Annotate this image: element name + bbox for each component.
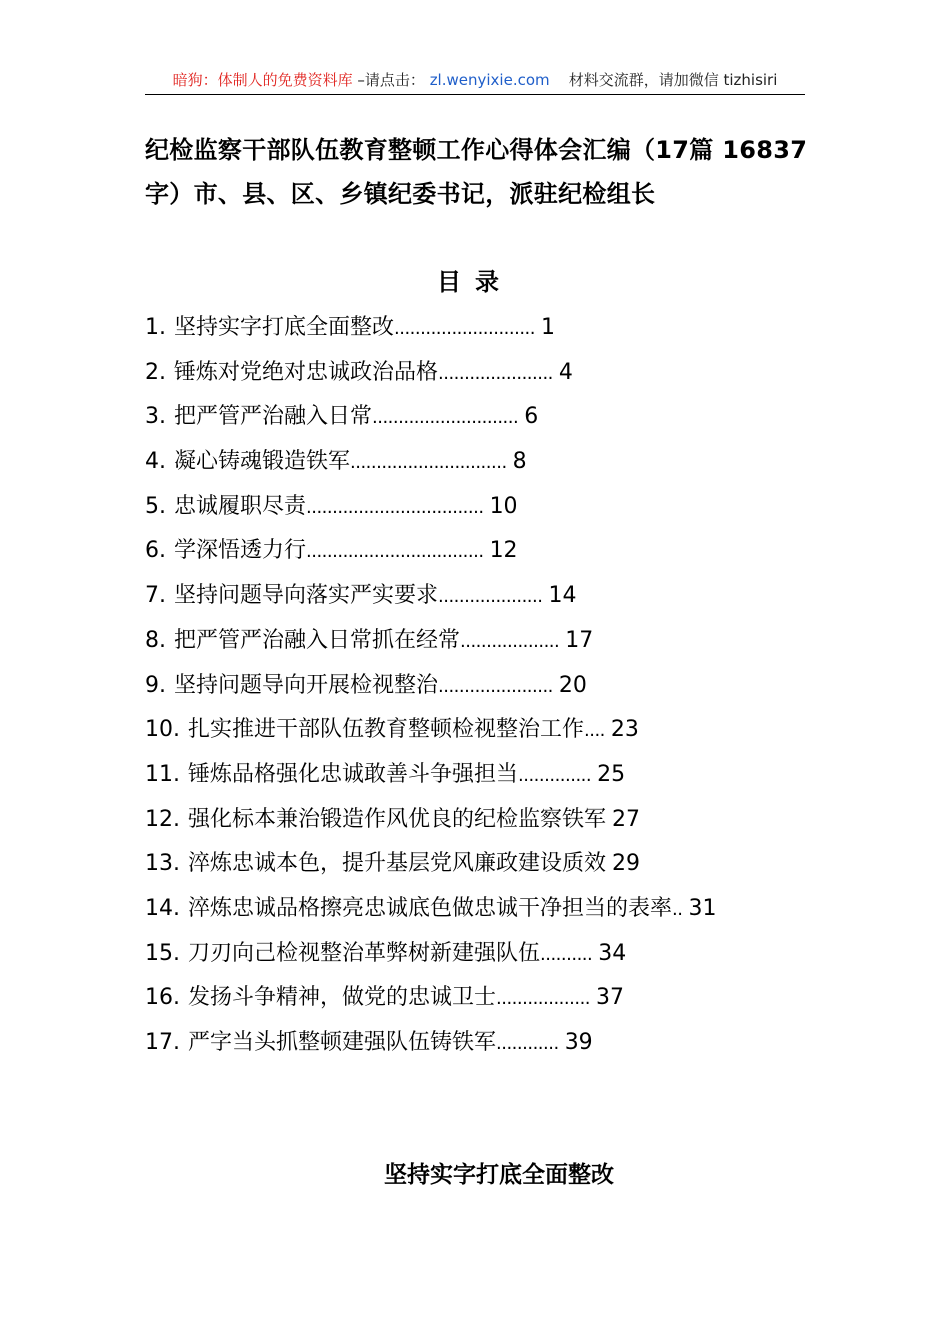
toc-item-number: 9. xyxy=(145,672,166,698)
toc-item[interactable] xyxy=(145,753,815,798)
toc-item-title: 刀刃向己检视整治革弊树新建强队伍 xyxy=(188,940,541,966)
toc-item[interactable] xyxy=(145,1021,815,1066)
toc-item[interactable] xyxy=(145,619,815,664)
header-site-name: 暗狗：体制人的免费资料库 xyxy=(172,71,353,89)
toc-item[interactable] xyxy=(145,798,815,843)
toc-item-number: 8. xyxy=(145,627,166,653)
page-header xyxy=(145,68,805,95)
toc-item-title: 忠诚履职尽责 xyxy=(174,493,307,519)
toc-item-title: 坚持问题导向落实严实要求 xyxy=(174,583,439,609)
toc-item-page: 34 xyxy=(598,940,627,966)
toc-item-number: 1. xyxy=(145,315,166,340)
toc-item-page: 23 xyxy=(610,717,639,743)
toc-item-leader-dots: ............ xyxy=(496,1033,559,1054)
toc-item-number: 7. xyxy=(145,583,166,609)
toc-item-title: 发扬斗争精神，做党的忠诚卫士 xyxy=(188,985,497,1011)
toc-item[interactable] xyxy=(145,395,815,440)
toc-item[interactable] xyxy=(145,976,815,1021)
toc-item-page: 14 xyxy=(548,583,577,609)
toc-item-leader-dots: ...................... xyxy=(438,362,553,384)
header-click-prompt: –请点击： xyxy=(357,71,425,89)
toc-item-leader-dots: .............................. xyxy=(350,452,507,474)
toc-item-page: 25 xyxy=(597,761,626,787)
toc-item-page: 8 xyxy=(512,449,527,475)
toc-item-leader-dots: .......... xyxy=(540,943,593,965)
toc-item[interactable] xyxy=(145,887,815,932)
toc-item-number: 14. xyxy=(145,895,180,921)
toc-item-number: 2. xyxy=(145,359,166,385)
toc-item-page: 12 xyxy=(489,538,518,564)
toc-item-page: 17 xyxy=(565,627,594,653)
section-title: 坚持实字打底全面整改 xyxy=(384,1162,614,1188)
toc-item-number: 15. xyxy=(145,940,180,966)
toc-item-page: 37 xyxy=(596,985,625,1011)
toc-item[interactable] xyxy=(145,485,815,530)
toc-item-title: 扎实推进干部队伍教育整顿检视整治工作 xyxy=(188,717,585,743)
toc-item[interactable] xyxy=(145,664,815,709)
toc-item-title: 淬炼忠诚品格擦亮忠诚底色做忠诚干净担当的表率 xyxy=(188,895,673,921)
toc-item-leader-dots: .... xyxy=(584,720,605,742)
toc-item-number: 17. xyxy=(145,1030,180,1055)
toc-item-number: 13. xyxy=(145,851,180,877)
toc-item-title: 坚持实字打底全面整改 xyxy=(174,315,395,340)
toc-item-leader-dots: .................................. xyxy=(306,496,484,518)
toc-item-number: 11. xyxy=(145,761,180,787)
toc-item-page: 20 xyxy=(558,672,587,698)
document-title: 纪检监察干部队伍教育整顿工作心得体会汇编（17篇 16837字）市、县、区、乡镇纪委书记，派驻纪检组长 xyxy=(145,136,808,208)
toc-item-title: 学深悟透力行 xyxy=(174,538,307,564)
toc-item-number: 10. xyxy=(145,717,180,743)
toc-item-leader-dots: .............. xyxy=(518,764,592,786)
toc-item-leader-dots: .................. xyxy=(496,988,591,1010)
header-wechat-note: 材料交流群，请加微信 tizhisiri xyxy=(568,71,778,89)
toc-item-leader-dots: .................... xyxy=(438,586,543,608)
toc-item-leader-dots: ........................... xyxy=(394,318,536,339)
toc-item-page: 10 xyxy=(489,493,518,519)
toc-item-page: 6 xyxy=(524,404,539,430)
toc-item-number: 5. xyxy=(145,493,166,519)
toc-item[interactable] xyxy=(145,708,815,753)
toc-item-title: 严字当头抓整顿建强队伍铸铁军 xyxy=(188,1030,497,1055)
toc-item-page: 31 xyxy=(688,895,717,921)
toc-item-title: 强化标本兼治锻造作风优良的纪检监察铁军 xyxy=(188,806,607,832)
toc-item[interactable] xyxy=(145,574,815,619)
toc-item[interactable] xyxy=(145,842,815,887)
toc-item-page: 29 xyxy=(612,851,641,877)
toc-item[interactable] xyxy=(145,932,815,977)
toc-item-title: 坚持问题导向开展检视整治 xyxy=(174,672,439,698)
table-of-contents xyxy=(145,306,815,1066)
toc-item[interactable] xyxy=(145,440,815,485)
toc-item-number: 4. xyxy=(145,449,166,475)
toc-item-title: 凝心铸魂锻造铁军 xyxy=(174,449,351,475)
toc-item-leader-dots: ............................ xyxy=(372,407,519,429)
toc-item-title: 锤炼对党绝对忠诚政治品格 xyxy=(174,359,439,385)
toc-item-page: 39 xyxy=(564,1030,593,1055)
toc-item-title: 锤炼品格强化忠诚敢善斗争强担当 xyxy=(188,761,519,787)
toc-heading: 目录 xyxy=(437,268,513,296)
toc-item[interactable] xyxy=(145,529,815,574)
header-url-link[interactable]: zl.wenyixie.com xyxy=(429,71,550,89)
toc-item-number: 12. xyxy=(145,806,180,832)
toc-item-title: 把严管严治融入日常抓在经常 xyxy=(174,627,461,653)
toc-item-number: 16. xyxy=(145,985,180,1011)
toc-item-leader-dots: ................... xyxy=(460,630,560,652)
toc-item[interactable] xyxy=(145,306,815,351)
toc-item-leader-dots: .. xyxy=(672,898,683,920)
toc-item-page: 27 xyxy=(612,806,641,832)
toc-item-title: 把严管严治融入日常 xyxy=(174,404,373,430)
toc-item-number: 3. xyxy=(145,404,166,430)
toc-item-page: 4 xyxy=(558,359,573,385)
toc-item-number: 6. xyxy=(145,538,166,564)
toc-item[interactable] xyxy=(145,351,815,396)
toc-item-page: 1 xyxy=(541,315,556,340)
toc-item-title: 淬炼忠诚本色，提升基层党风廉政建设质效 xyxy=(188,851,607,877)
toc-item-leader-dots: ...................... xyxy=(438,675,553,697)
toc-item-leader-dots: .................................. xyxy=(306,541,484,563)
